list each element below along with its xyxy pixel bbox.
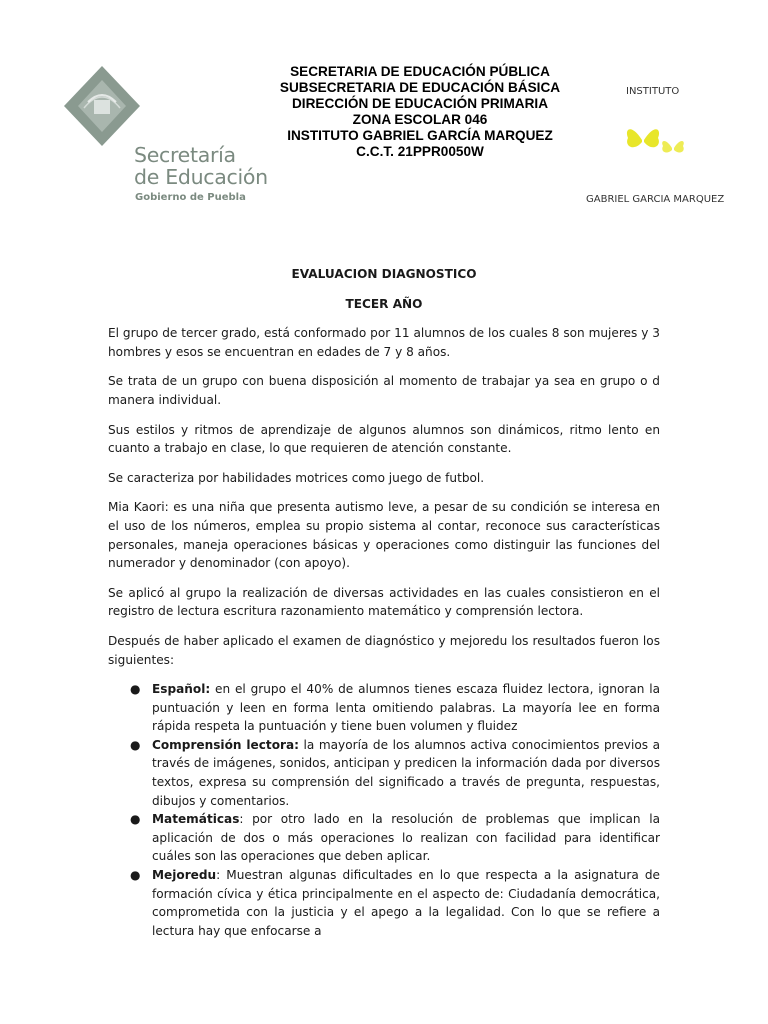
header-line: ZONA ESCOLAR 046: [352, 112, 488, 127]
bullet-icon: ●: [130, 868, 141, 883]
instituto-logo: [586, 86, 736, 216]
document-subtitle: TECER AÑO: [345, 296, 423, 311]
bullet-icon: ●: [130, 682, 141, 697]
bullet-icon: ●: [130, 812, 141, 827]
butterfly-icon: [624, 122, 694, 162]
header-line: C.C.T. 21PPR0050W: [356, 144, 484, 159]
document-title: EVALUACION DIAGNOSTICO: [291, 267, 477, 281]
header-line: SUBSECRETARIA DE EDUCACIÓN BÁSICA: [279, 80, 561, 95]
document-header: [270, 64, 570, 160]
paragraph: Mia Kaori: es una niña que presenta autismo leve, a pesar de su condición se interesa en el uso de los números, emplea su propio sistema al contar, reconoce sus características personales, maneja operaciones básicas y operaciones como distinguir las funciones del numerador y denominador (con apoyo).: [108, 500, 660, 571]
item-text: en el grupo el 40% de alumnos tienes escaza fluidez lectora, ignoran la puntuación y leen en forma lenta omitiendo palabras. La mayoría lee en forma rápida respeta la puntuación y tiene buen volumen y fluidez: [152, 682, 660, 734]
item-label: Español:: [152, 682, 211, 697]
list-item: [108, 680, 660, 736]
document-body: [108, 265, 660, 940]
results-list: [108, 680, 660, 940]
item-label: Comprensión lectora:: [152, 737, 299, 752]
logo-line-educacion: de Educación: [134, 165, 268, 189]
paragraph: El grupo de tercer grado, está conformado por 11 alumnos de los cuales 8 son mujeres y 3 hombres y esos se encuentran en edades de 7 y 8 años.: [108, 326, 660, 359]
diamond-emblem-icon: [62, 66, 142, 216]
secretaria-educacion-logo: [62, 66, 272, 216]
item-label: Matemáticas: [152, 812, 240, 827]
list-item: [108, 866, 660, 940]
item-text: : por otro lado en la resolución de problemas que implican la aplicación de dos o más operaciones lo realizan con facilidad para identificar cuáles son las operaciones que deben aplicar.: [152, 812, 660, 864]
header-line: DIRECCIÓN DE EDUCACIÓN PRIMARIA: [291, 96, 549, 111]
item-text: la mayoría de los alumnos activa conocimientos previos a través de imágenes, sonidos, anticipan y predicen la información dada por diversos textos, expresa su comprensión del significado a través de pregunta, respuestas, dibujos y comentarios.: [152, 737, 660, 808]
logo-line-gobierno: Gobierno de Puebla: [135, 192, 246, 203]
bullet-icon: ●: [130, 737, 141, 752]
paragraph: Se trata de un grupo con buena disposición al momento de trabajar ya sea en grupo o d manera individual.: [108, 374, 660, 407]
gabriel-garcia-text: GABRIEL GARCIA MARQUEZ: [586, 194, 725, 205]
logo-line-secretaria: Secretaría: [134, 143, 236, 167]
item-label: Mejoredu: [152, 868, 217, 883]
secretaria-wordmark: [134, 144, 268, 188]
paragraph: Después de haber aplicado el examen de diagnóstico y mejoredu los resultados fueron los siguientes:: [108, 633, 660, 667]
list-item: [108, 810, 660, 866]
paragraph: Se aplicó al grupo la realización de diversas actividades en las cuales consistieron en el registro de lectura escritura razonamiento matemático y comprensión lectora.: [108, 585, 660, 619]
paragraph: Sus estilos y ritmos de aprendizaje de algunos alumnos son dinámicos, ritmo lento en cuanto a trabajo en clase, lo que requieren de atención constante.: [108, 422, 660, 456]
instituto-text: INSTITUTO: [626, 86, 680, 97]
header-line: INSTITUTO GABRIEL GARCÍA MARQUEZ: [287, 128, 553, 143]
item-text: : Muestran algunas dificultades en lo que respecta a la asignatura de formación cívica y ética principalmente en el aspecto de: Ciudadanía democrática, comprometida con la justicia y el apego a la legalidad. Con lo que se refiere a lectura hay que enfocarse a: [152, 868, 660, 938]
header-line: SECRETARIA DE EDUCACIÓN PÚBLICA: [290, 64, 550, 79]
list-item: [108, 736, 660, 810]
paragraph: Se caracteriza por habilidades motrices como juego de futbol.: [108, 470, 485, 485]
